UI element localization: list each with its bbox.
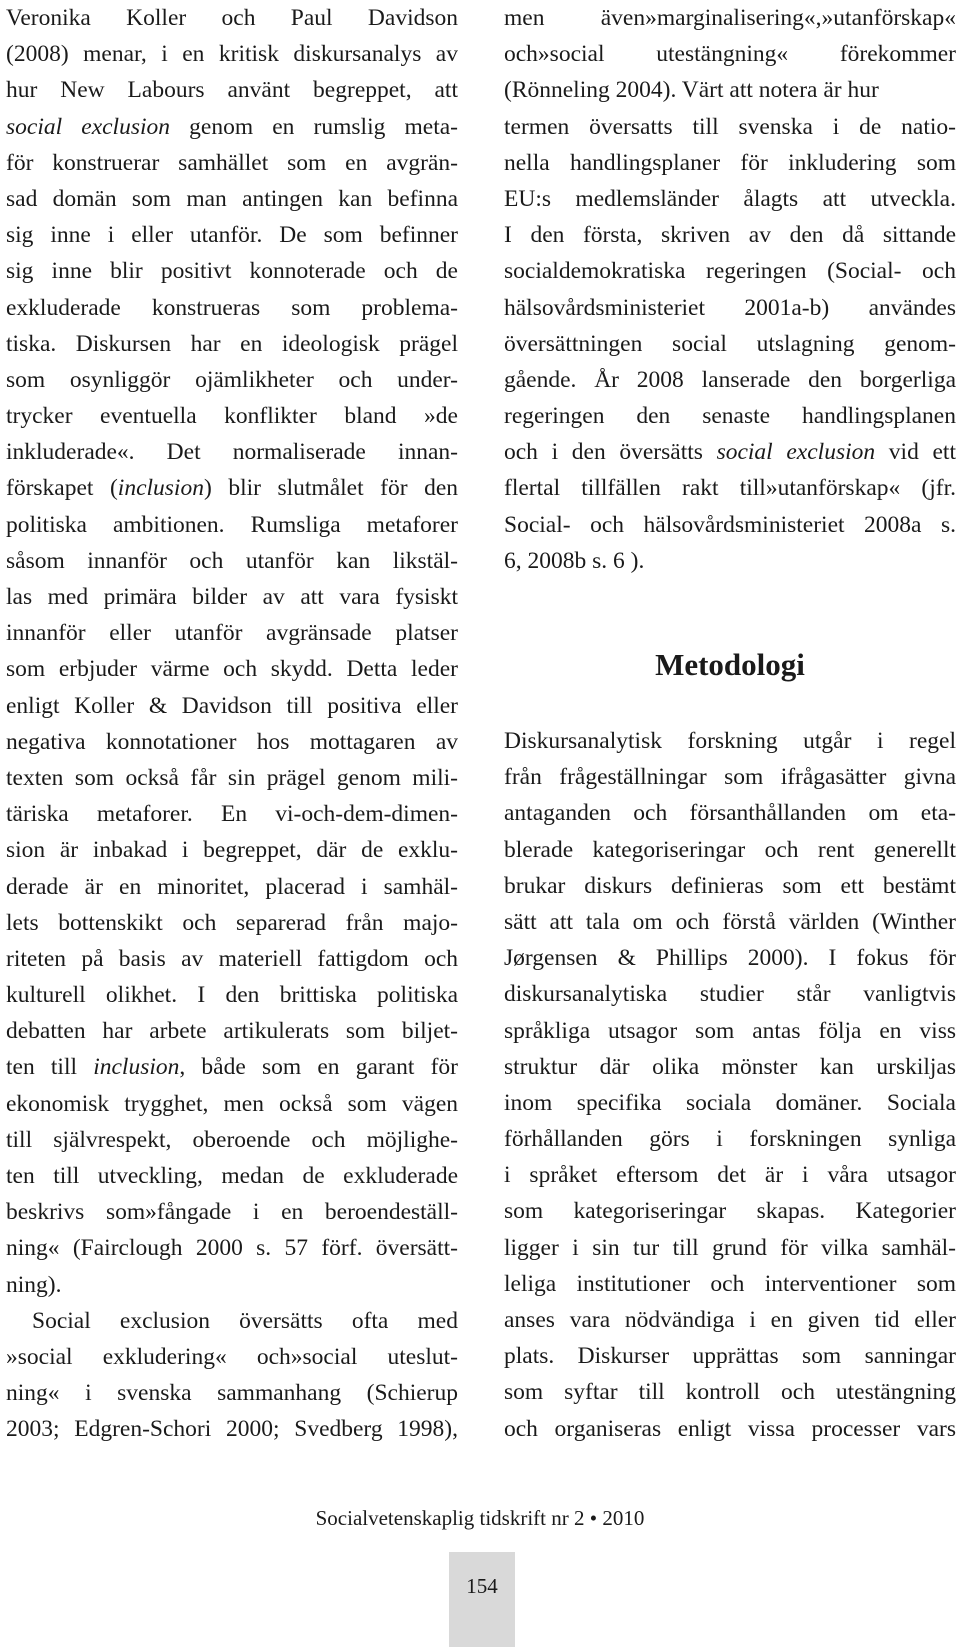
text-line: ning). — [6, 1271, 62, 1298]
text-line: termen översatts till svenska i de natio- — [504, 113, 956, 140]
text-line: och»social utestängning« förekommer — [504, 41, 956, 68]
text-line: sion är inbakad i begreppet, där de exklu- — [6, 837, 458, 864]
text-line: som osynliggör ojämlikheter och under- — [6, 366, 458, 393]
text-line: kulturell olikhet. I den brittiska politiska — [6, 982, 458, 1009]
text-line: exkluderade konstrueras som problema- — [6, 294, 458, 321]
text-line: Veronika Koller och Paul Davidson — [6, 5, 458, 31]
text-line: Social- och hälsovårdsministeriet 2008a s. — [504, 511, 956, 538]
text-line: inom specifika sociala domäner. Sociala — [504, 1089, 956, 1116]
text-line: sad domän som man antingen kan befinna — [6, 185, 458, 212]
text-line: översättningen social utslagning genom- — [504, 330, 956, 357]
text-line: som kategoriseringar skapas. Kategorier — [504, 1198, 956, 1225]
text-line: tiska. Diskursen har en ideologisk prägel — [6, 330, 458, 357]
text-line: såsom innanför och utanför kan likstäl- — [6, 547, 458, 574]
text-line: ning« (Fairclough 2000 s. 57 förf. översätt- — [6, 1235, 458, 1262]
text-line: leliga institutioner och interventioner som — [504, 1270, 956, 1297]
text-line: till självrespekt, oberoende och möjlighe- — [6, 1126, 458, 1153]
text-line: (Rönneling 2004). Värt att notera är hur — [504, 77, 879, 104]
text-line: Social exclusion översätts ofta med — [32, 1307, 458, 1334]
text-line: debatten har arbete artikulerats som biljet- — [6, 1018, 458, 1045]
text-line: ning« i svenska sammanhang (Schierup — [6, 1380, 458, 1407]
text-line: regeringen den senaste handlingsplanen — [504, 403, 956, 430]
text-line: ten till utveckling, medan de exkluderade — [6, 1163, 458, 1189]
section-heading: Metodologi — [655, 647, 805, 682]
text-line: förhållanden görs i forskningen synliga — [504, 1126, 956, 1153]
text-line: förskapet (inclusion) blir slutmålet för den — [6, 475, 458, 502]
text-line: och i den översätts social exclusion vid ett — [504, 439, 956, 466]
text-line: negativa konnotationer hos mottagaren av — [6, 728, 458, 755]
text-line: men även»marginalisering«,»utanförskap« — [504, 5, 956, 31]
text-line: flertal tillfällen rakt till»utanförskap« (jfr. — [504, 475, 956, 502]
text-line: sätt att tala om och förstå världen (Winther — [504, 908, 956, 935]
text-line: hur New Labours använt begreppet, att — [6, 77, 458, 104]
text-line: som syftar till kontroll och utestängning — [504, 1379, 956, 1406]
text-line: Diskursanalytisk forskning utgår i regel — [504, 728, 956, 754]
text-line: social exclusion genom en rumslig meta- — [6, 113, 458, 140]
text-line: 6, 2008b s. 6 ). — [504, 547, 645, 574]
text-line: diskursanalytiska studier står vanligtvis — [504, 981, 956, 1008]
text-line: inkluderade«. Det normaliserade innan- — [6, 439, 458, 466]
text-line: ekonomisk trygghet, men också som vägen — [6, 1090, 458, 1117]
text-line: brukar diskurs definieras som ett bestämt — [504, 872, 956, 899]
text-line: beskrivs som»fångade i en beroendeställ- — [6, 1199, 458, 1226]
text-line: I den första, skriven av den då sittande — [504, 222, 956, 249]
text-line: sig inne blir positivt konnoterade och de — [6, 258, 458, 285]
text-line: enligt Koller & Davidson till positiva eller — [6, 692, 458, 719]
text-line: las med primära bilder av att vara fysiskt — [6, 584, 458, 610]
text-line: från frågeställningar som ifrågasätter givna — [504, 764, 956, 791]
text-line: antaganden och försanthållanden om eta- — [504, 800, 956, 827]
text-line: i språket eftersom det är i våra utsagor — [504, 1162, 956, 1189]
text-line: Jørgensen & Phillips 2000). I fokus för — [504, 945, 956, 972]
text-line: trycker eventuella konflikter bland »de — [6, 403, 458, 430]
text-line: gående. År 2008 lanserade den borgerliga — [504, 366, 956, 393]
text-line: ten till inclusion, både som en garant för — [6, 1054, 458, 1081]
text-line: ligger i sin tur till grund för vilka samhäl- — [504, 1234, 956, 1261]
text-line: struktur där olika mönster kan urskiljas — [504, 1053, 956, 1080]
text-line: riteten på basis av materiell fattigdom och — [6, 945, 458, 972]
right-column — [504, 0, 956, 579]
text-line: täriska metaforer. En vi-och-dem-dimen- — [6, 801, 458, 828]
left-column — [6, 0, 458, 1448]
text-line: derade är en minoritet, placerad i samhäl- — [6, 873, 458, 900]
text-line: texten som också får sin prägel genom mili- — [6, 764, 458, 791]
text-line: (2008) menar, i en kritisk diskursanalys av — [6, 41, 458, 68]
text-line: lets bottenskikt och separerad från majo- — [6, 909, 458, 936]
text-line: EU:s medlemsländer ålagts att utveckla. — [504, 185, 956, 212]
text-line: och organiseras enligt vissa processer vars — [504, 1415, 956, 1442]
text-line: plats. Diskurser upprättas som sanningar — [504, 1343, 956, 1370]
text-line: innanför eller utanför avgränsade platser — [6, 620, 458, 647]
text-line: 2003; Edgren-Schori 2000; Svedberg 1998), — [6, 1416, 458, 1443]
journal-footer: Socialvetenskaplig tidskrift nr 2 • 2010 — [315, 1506, 645, 1530]
text-line: anses vara nödvändiga i en given tid eller — [504, 1307, 956, 1333]
text-line: som erbjuder värme och skydd. Detta leder — [6, 656, 458, 683]
page-number: 154 — [466, 1574, 498, 1598]
text-line: hälsovårdsministeriet 2001a-b) användes — [504, 294, 956, 321]
right-column-methodology — [504, 723, 956, 1447]
text-line: språkliga utsagor som antas följa en viss — [504, 1017, 956, 1044]
text-line: sig inne i eller utanför. De som befinner — [6, 222, 458, 249]
text-line: socialdemokratiska regeringen (Social- och — [504, 258, 956, 285]
text-line: blerade kategoriseringar och rent generellt — [504, 836, 956, 863]
text-line: nella handlingsplaner för inkludering som — [504, 149, 956, 176]
text-line: »social exkludering« och»social uteslut- — [6, 1343, 458, 1370]
text-line: politiska ambitionen. Rumsliga metaforer — [6, 511, 458, 538]
text-line: för konstruerar samhället som en avgrän- — [6, 149, 458, 176]
